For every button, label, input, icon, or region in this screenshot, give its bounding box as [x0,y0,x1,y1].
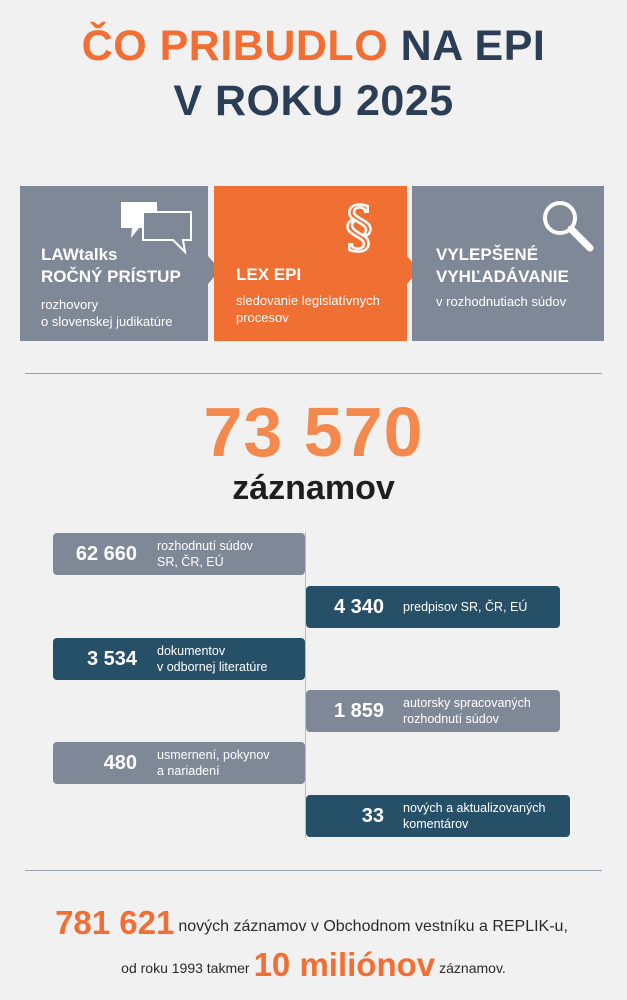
record-desc-line1: rozhodnutí súdov [157,539,253,553]
card-search-heading1: VYLEPŠENÉ [436,245,539,264]
record-desc-line1: dokumentov [157,644,226,658]
record-desc-line1: nových a aktualizovaných [403,801,546,815]
record-guidelines [53,742,305,784]
card-lex-epi [214,186,407,341]
record-desc-line1: autorsky spracovaných [403,696,531,710]
page-title-line2: V ROKU 2025 [173,77,454,125]
record-authored-decisions [306,690,560,732]
record-court-decisions [53,533,305,575]
page-title-line1 [0,20,627,72]
footer-line1 [0,903,627,947]
record-value: 33 [361,805,384,827]
chat-bubbles-icon [117,198,195,256]
svg-text:§: § [345,196,373,256]
card-lex-epi-sub2: procesov [236,310,289,325]
record-desc-line2: a nariadení [157,764,220,778]
record-value: 4 340 [333,596,384,618]
record-value: 480 [103,752,137,774]
title-highlight: ČO PRIBUDLO [81,22,389,70]
record-desc-line1: predpisov SR, ČR, EÚ [403,600,528,614]
footer-line2 [0,945,627,988]
card-lawtalks-heading1: LAWtalks [41,245,118,264]
record-desc-line2: komentárov [403,817,469,831]
record-value: 3 534 [86,648,137,670]
card-lex-epi-heading: LEX EPI [236,265,302,284]
total-records-value: 73 570 [203,393,424,471]
card-lex-epi-sub1: sledovanie legislatívnych [236,293,380,308]
card-search-heading2: VYHĽADÁVANIE [436,267,569,286]
card-lawtalks [20,186,208,341]
record-desc-line2: SR, ČR, EÚ [157,555,224,569]
card-lawtalks-sub2: o slovenskej judikatúre [41,314,173,329]
card-lawtalks-heading2: ROČNÝ PRÍSTUP [41,267,181,286]
total-records-label: záznamov [232,469,395,507]
magnifier-icon [540,198,596,254]
record-regulations [306,586,560,628]
paragraph-icon [338,196,380,256]
divider-bottom [25,870,602,871]
record-desc-line2: rozhodnutí súdov [403,712,499,726]
record-value: 62 660 [75,543,137,565]
title-rest: NA EPI [400,22,546,70]
footer-number-1: 781 621 [55,904,175,941]
divider-top [25,373,602,374]
record-desc-line1: usmernení, pokynov [157,748,270,762]
footer-number-2: 10 miliónov [253,946,436,983]
card-lawtalks-sub1: rozhovory [41,297,99,312]
footer-text-1: nových záznamov v Obchodnom vestníku a REPLIK-u, [178,918,568,935]
footer-text-2b: záznamov. [439,960,506,976]
center-axis [305,532,306,838]
footer-text-2a: od roku 1993 takmer [121,960,250,976]
card-search [412,186,604,341]
record-value: 1 859 [333,700,384,722]
record-desc-line2: v odbornej literatúre [157,660,268,674]
record-literature [53,638,305,680]
record-commentaries [306,795,570,837]
card-search-sub1: v rozhodnutiach súdov [436,294,567,309]
